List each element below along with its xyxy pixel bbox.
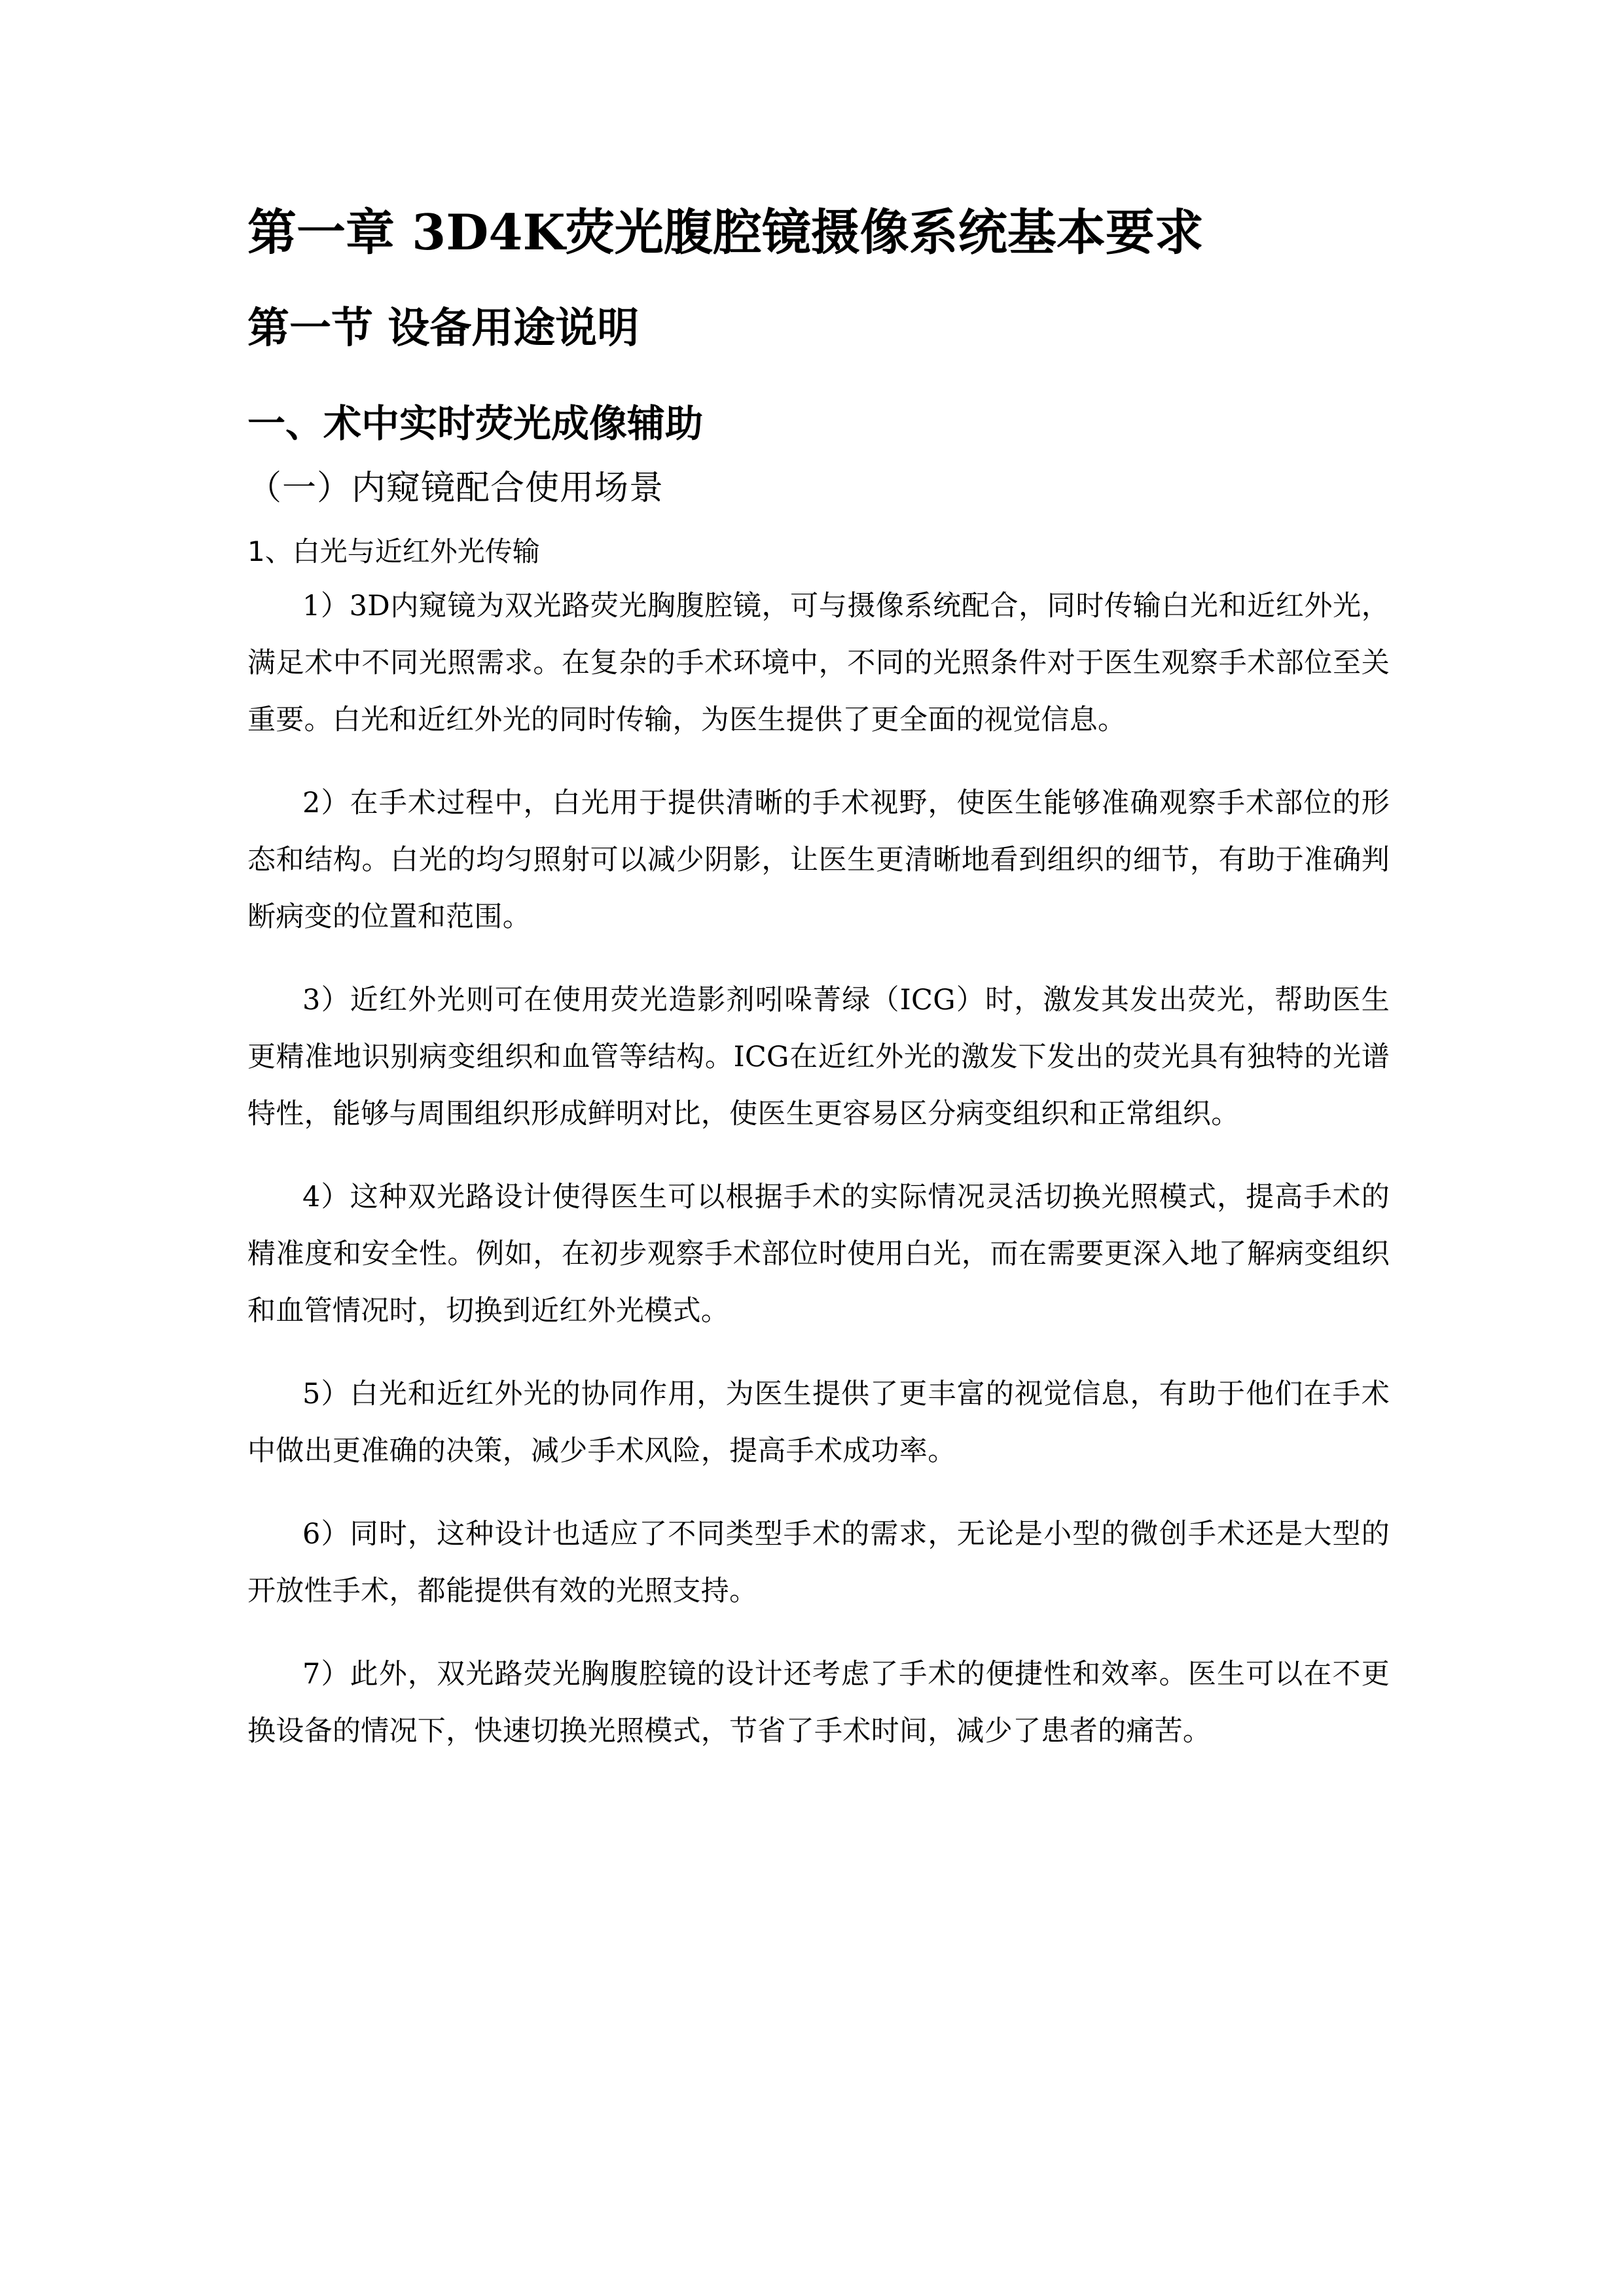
paragraph-4: 4）这种双光路设计使得医生可以根据手术的实际情况灵活切换光照模式，提高手术的精准度和安全性。例如，在初步观察手术部位时使用白光，而在需要更深入地了解病变组织和血管情况时，切换到近红外光模式。: [247, 1181, 1390, 1327]
paragraph-5: 5）白光和近红外光的协同作用，为医生提供了更丰富的视觉信息，有助于他们在手术中做出更准确的决策，减少手术风险，提高手术成功率。: [247, 1378, 1390, 1467]
chapter-title: 第一章 3D4K荧光腹腔镜摄像系统基本要求: [247, 204, 1204, 261]
section-title: 第一节 设备用途说明: [247, 304, 640, 353]
subsubsection-title: （一）内窥镜配合使用场景: [247, 469, 664, 508]
item-title: 1、白光与近红外光传输: [247, 535, 540, 567]
document-page: [247, 196, 1390, 1786]
paragraph-3: 3）近红外光则可在使用荧光造影剂吲哚菁绿（ICG）时，激发其发出荧光，帮助医生更精准地识别病变组织和血管等结构。ICG在近红外光的激发下发出的荧光具有独特的光谱特性，能够与周围组织形成鲜明对比，使医生更容易区分病变组织和正常组织。: [247, 984, 1390, 1130]
paragraph-6: 6）同时，这种设计也适应了不同类型手术的需求，无论是小型的微创手术还是大型的开放性手术，都能提供有效的光照支持。: [247, 1518, 1390, 1607]
paragraph-1: 1）3D内窥镜为双光路荧光胸腹腔镜，可与摄像系统配合，同时传输白光和近红外光，满足术中不同光照需求。在复杂的手术环境中，不同的光照条件对于医生观察手术部位至关重要。白光和近红外光的同时传输，为医生提供了更全面的视觉信息。: [247, 590, 1390, 736]
subsection-title: 一、术中实时荧光成像辅助: [247, 401, 704, 446]
paragraph-7: 7）此外，双光路荧光胸腹腔镜的设计还考虑了手术的便捷性和效率。医生可以在不更换设备的情况下，快速切换光照模式，节省了手术时间，减少了患者的痛苦。: [247, 1658, 1390, 1748]
paragraph-2: 2）在手术过程中，白光用于提供清晰的手术视野，使医生能够准确观察手术部位的形态和结构。白光的均匀照射可以减少阴影，让医生更清晰地看到组织的细节，有助于准确判断病变的位置和范围。: [247, 787, 1390, 933]
